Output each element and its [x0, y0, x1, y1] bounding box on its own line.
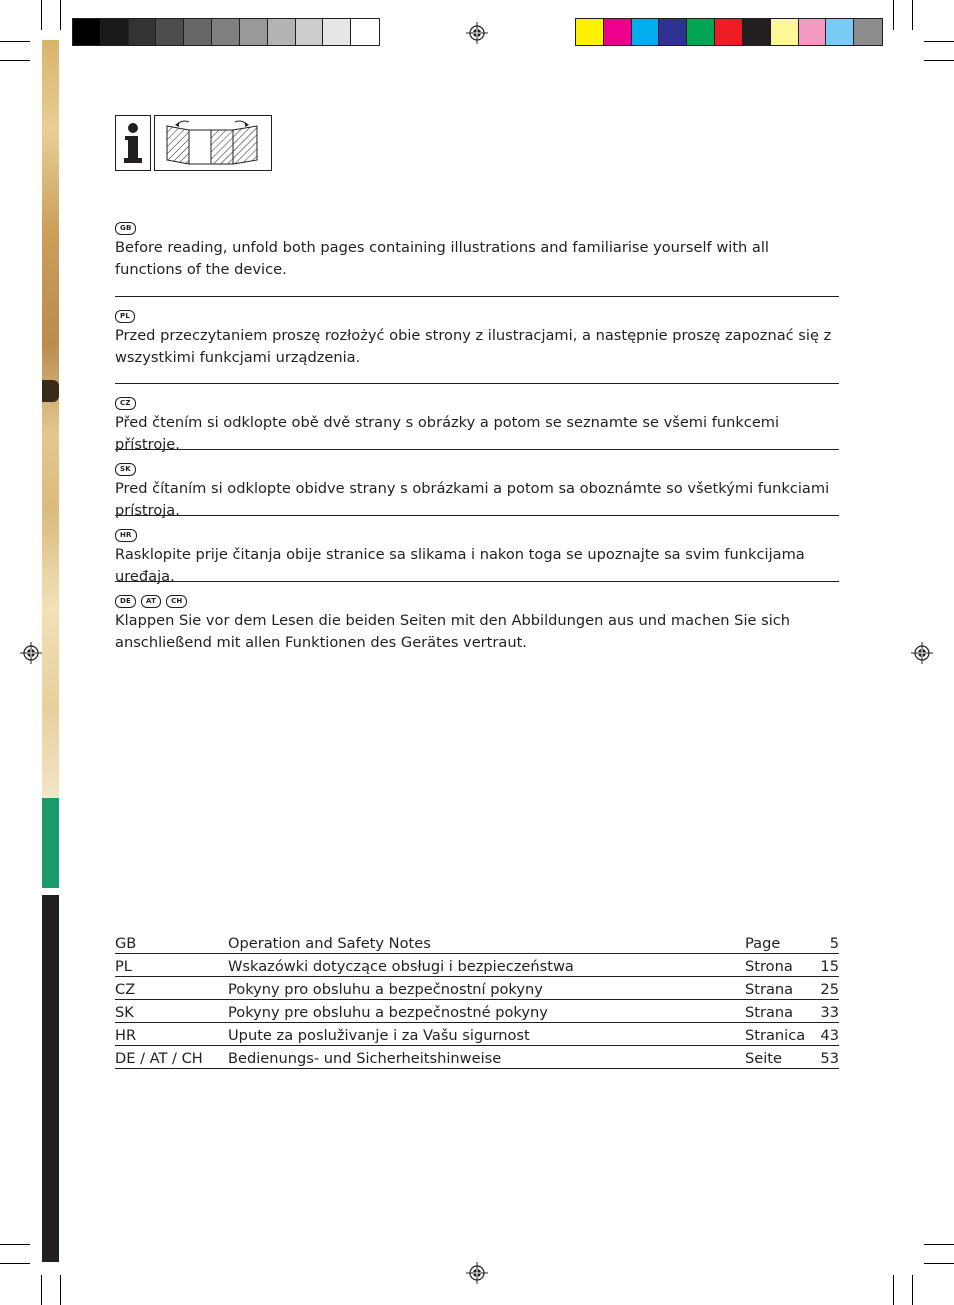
toc-title: Pokyny pre obsluhu a bezpečnostné pokyny [228, 1004, 548, 1021]
toc-title: Upute za posluživanje i za Vašu sigurnost [228, 1027, 530, 1044]
country-badges [115, 595, 839, 609]
toc-row [115, 954, 839, 977]
grayscale-swatch [296, 19, 324, 45]
color-swatch [743, 19, 771, 45]
toc-page-label: Strana [745, 981, 794, 998]
grayscale-swatch [184, 19, 212, 45]
registration-mark-icon [911, 642, 933, 664]
country-badges [115, 397, 839, 411]
grayscale-swatch [129, 19, 157, 45]
section-text: Before reading, unfold both pages containing illustrations and familiarise yourself with all functions of the device. [115, 239, 769, 278]
grayscale-swatch [268, 19, 296, 45]
toc-page-label: Stranica [745, 1027, 806, 1044]
country-badge: PL [115, 310, 135, 323]
country-badge: DE [115, 595, 136, 608]
toc-row [115, 1023, 839, 1046]
country-badge: CH [166, 595, 187, 608]
color-swatch [687, 19, 715, 45]
country-badge: SK [115, 463, 136, 476]
registration-mark-icon [20, 642, 42, 664]
toc-page-number: 33 [820, 1004, 839, 1021]
info-icon [115, 115, 151, 171]
toc-page-number: 43 [820, 1027, 839, 1044]
toc-page-label: Seite [745, 1050, 782, 1067]
grayscale-swatch [212, 19, 240, 45]
toc-page-number: 25 [820, 981, 839, 998]
country-badges [115, 310, 839, 324]
toc-code: CZ [115, 981, 136, 998]
toc-title: Pokyny pro obsluhu a bezpečnostní pokyny [228, 981, 543, 998]
bleed-photo-strip [42, 40, 59, 798]
language-section [115, 222, 839, 281]
section-text: Rasklopite prije čitanja obije stranice sa slikama i nakon toga se upoznajte sa svim funkcijama uređaja. [115, 546, 805, 585]
toc-row [115, 1046, 839, 1069]
grayscale-swatch [323, 19, 351, 45]
toc-page-number: 15 [820, 958, 839, 975]
language-section [115, 529, 839, 588]
language-section [115, 310, 839, 369]
toc-page-label: Strana [745, 1004, 794, 1021]
country-badge: AT [141, 595, 161, 608]
color-swatch [771, 19, 799, 45]
toc-row [115, 930, 839, 954]
toc-code: PL [115, 958, 132, 975]
registration-mark-icon [466, 22, 488, 44]
toc-page-number: 5 [829, 935, 839, 952]
grayscale-swatch [351, 19, 379, 45]
section-divider [115, 296, 839, 297]
color-swatch [659, 19, 687, 45]
section-divider [115, 383, 839, 384]
section-divider [115, 515, 839, 516]
info-glyph [116, 116, 150, 170]
country-badge: GB [115, 222, 136, 235]
color-swatch [604, 19, 632, 45]
toc-row [115, 1000, 839, 1023]
country-badge: HR [115, 529, 137, 542]
toc-page-number: 53 [820, 1050, 839, 1067]
color-swatch [826, 19, 854, 45]
section-text: Před čtením si odklopte obě dvě strany s obrázky a potom se seznamte se všemi funkcemi přístroje. [115, 414, 780, 453]
grayscale-swatch [156, 19, 184, 45]
unfold-pages-icon [154, 115, 272, 171]
grayscale-swatch [240, 19, 268, 45]
color-swatch [854, 19, 882, 45]
color-swatch [715, 19, 743, 45]
section-divider [115, 449, 839, 450]
language-section [115, 463, 839, 522]
country-badges [115, 222, 839, 236]
color-swatch-bar [575, 18, 883, 46]
color-swatch [632, 19, 660, 45]
registration-mark-icon [466, 1262, 488, 1284]
section-divider [115, 581, 839, 582]
grayscale-swatch [101, 19, 129, 45]
toc-page-label: Page [745, 935, 781, 952]
section-text: Pred čítaním si odklopte obidve strany s obrázkami a potom sa oboznámte so všetkými funkciami prístroja. [115, 480, 830, 519]
table-of-contents [115, 930, 839, 1069]
toc-code: GB [115, 935, 137, 952]
country-badges [115, 529, 839, 543]
grayscale-swatch-bar [72, 18, 380, 46]
green-tab-strip [42, 798, 59, 888]
section-text: Klappen Sie vor dem Lesen die beiden Seiten mit den Abbildungen aus und machen Sie sich anschließend mit allen Funktionen des Gerätes vertraut. [115, 612, 791, 651]
toc-title: Bedienungs- und Sicherheitshinweise [228, 1050, 502, 1067]
unfold-diagram-icon [155, 116, 271, 170]
toc-title: Wskazówki dotyczące obsługi i bezpieczeństwa [228, 958, 574, 975]
toc-code: HR [115, 1027, 137, 1044]
toc-code: SK [115, 1004, 134, 1021]
grayscale-swatch [73, 19, 101, 45]
color-swatch [799, 19, 827, 45]
country-badge: CZ [115, 397, 136, 410]
toc-title: Operation and Safety Notes [228, 935, 431, 952]
language-section [115, 595, 839, 654]
color-swatch [576, 19, 604, 45]
toc-page-label: Strona [745, 958, 793, 975]
toc-code: DE / AT / CH [115, 1050, 203, 1067]
section-text: Przed przeczytaniem proszę rozłożyć obie strony z ilustracjami, a następnie proszę zapoznać się z wszystkimi funkcjami urządzenia. [115, 327, 832, 366]
language-section [115, 397, 839, 456]
toc-row [115, 977, 839, 1000]
black-tab-strip [42, 895, 59, 1262]
country-badges [115, 463, 839, 477]
bleed-photo-detail [42, 380, 59, 402]
